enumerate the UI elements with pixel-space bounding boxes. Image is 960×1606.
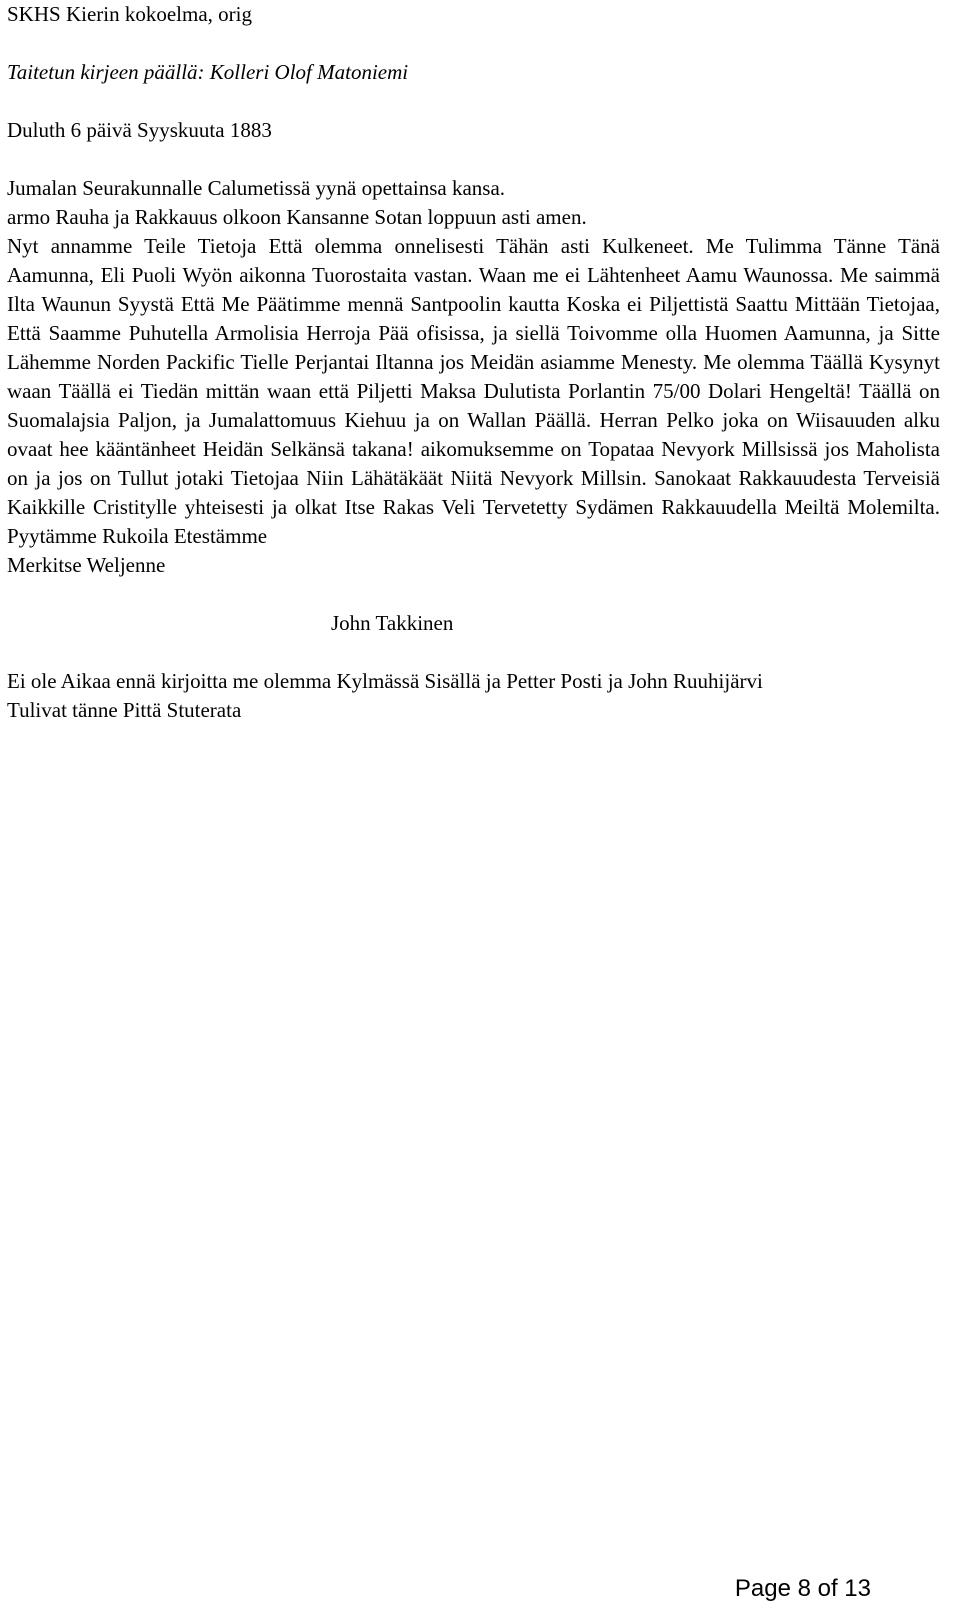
collection-heading: SKHS Kierin kokoelma, orig: [7, 2, 252, 26]
letter-signature: John Takkinen: [331, 611, 454, 635]
document-page: [7, 0, 940, 725]
letter-salutation: [7, 174, 940, 232]
letter-postscript: [7, 667, 940, 725]
letter-body: Nyt annamme Teile Tietoja Että olemma onnelisesti Tähän asti Kulkeneet. Me Tulimma Tänne Tänä Aamunna, Eli Puoli Wyön aikonna Tuorostaita vastan. Waan me ei Lähtenheet Aamu Waunossa. Me saimmä Ilta Waunun Syystä Että Me Päätimme mennä Santpoolin kautta Koska ei Piljettistä Saattu Mittään Tietojaa, Että Saamme Puhutella Armolisia Herroja Pää ofisissa, ja siellä Toivomme olla Huomen Aamunna, ja Sitte Lähemme Norden Packific Tielle Perjantai Iltanna jos Meidän asiamme Menesty. Me olemma Täällä Kysynyt waan Täällä ei Tiedän mittän waan että Piljetti Maksa Dulutista Porlantin 75/00 Dolari Hengeltä! Täällä on Suomalajsia Paljon, ja Jumalattomuus Kiehuu ja on Wallan Päällä. Herran Pelko joka on Wiisauuden alku ovaat hee kääntänheet Heidän Selkänsä takana! aikomuksemme on Topataa Nevyork Millsissä jos Maholista on ja jos on Tullut jotaki Tietojaa Niin Lähätäkäät Niitä Nevyork Millsin. Sanokaat Rakkauudesta Terveisiä Kaikkille Cristitylle yhteisesti ja olkat Itse Rakas Veli Tervetetty Sydämen Rakkauudella Meiltä Molemilta. Pyytämme Rukoila Etestämme: [7, 234, 940, 548]
salutation-line: Jumalan Seurakunnalle Calumetissä yynä opettainsa kansa.: [7, 176, 506, 200]
postscript-line: Tulivat tänne Pittä Stuterata: [7, 698, 242, 722]
postscript-line: Ei ole Aikaa ennä kirjoitta me olemma Kylmässä Sisällä ja Petter Posti ja John Ruuhijärvi: [7, 669, 763, 693]
salutation-line: armo Rauha ja Rakkauus olkoon Kansanne Sotan loppuun asti amen.: [7, 205, 587, 229]
folded-letter-note: Taitetun kirjeen päällä: Kolleri Olof Matoniemi: [7, 60, 409, 84]
letter-date: Duluth 6 päivä Syyskuuta 1883: [7, 118, 272, 142]
letter-closing: Merkitse Weljenne: [7, 553, 166, 577]
page-number: Page 8 of 13: [734, 1575, 871, 1602]
